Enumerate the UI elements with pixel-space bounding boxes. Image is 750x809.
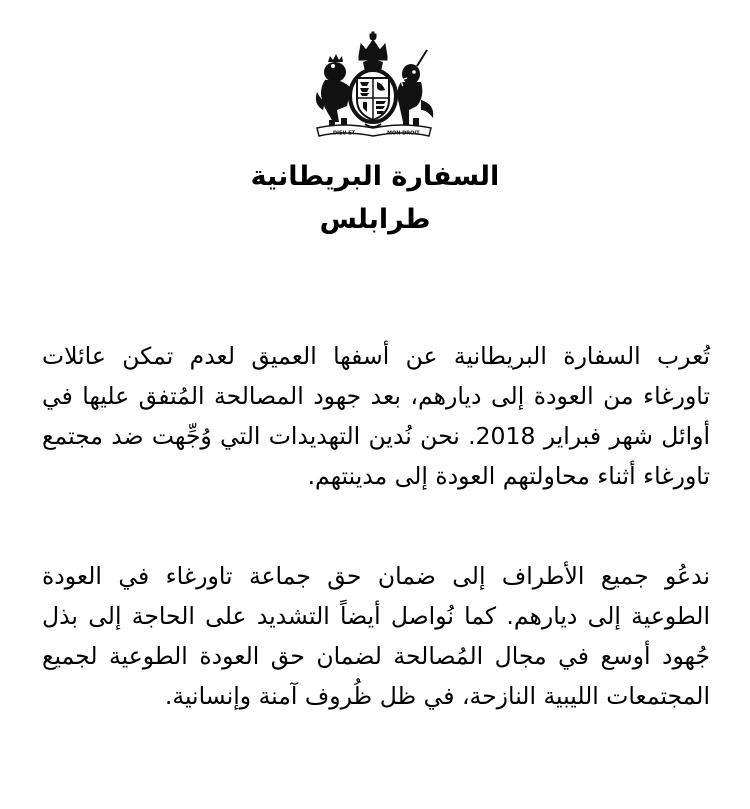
motto-left: DIEU ET — [333, 130, 356, 137]
motto-right: MON DROIT — [387, 130, 420, 137]
royal-coat-of-arms-icon — [303, 30, 443, 140]
statement-paragraph-2: ندعُو جميع الأطراف إلى ضمان حق جماعة تاورغاء في العودة الطوعية إلى ديارهم. كما نُواصل أيضاً التشديد على الحاجة إلى بذل جُهود أوسع في مجال المُصالحة لضمان حق العودة الطوعية لجميع المجتمعات الليبية النازحة، في ظل ظُروف آمنة وإنسانية. — [42, 562, 710, 710]
statement-paragraph-1: تُعرب السفارة البريطانية عن أسفها العميق لعدم تمكن عائلات تاورغاء من العودة إلى ديارهم، بعد جهود المصالحة المُتفق عليها في أوائل شهر فبراير 2018. نحن نُدين التهديدات التي وُجِّهت ضد مجتمع تاورغاء أثناء محاولتهم العودة إلى مدينتهم. — [42, 342, 710, 490]
embassy-name: السفارة البريطانية — [250, 161, 500, 192]
city-name: طرابلس — [319, 204, 431, 235]
